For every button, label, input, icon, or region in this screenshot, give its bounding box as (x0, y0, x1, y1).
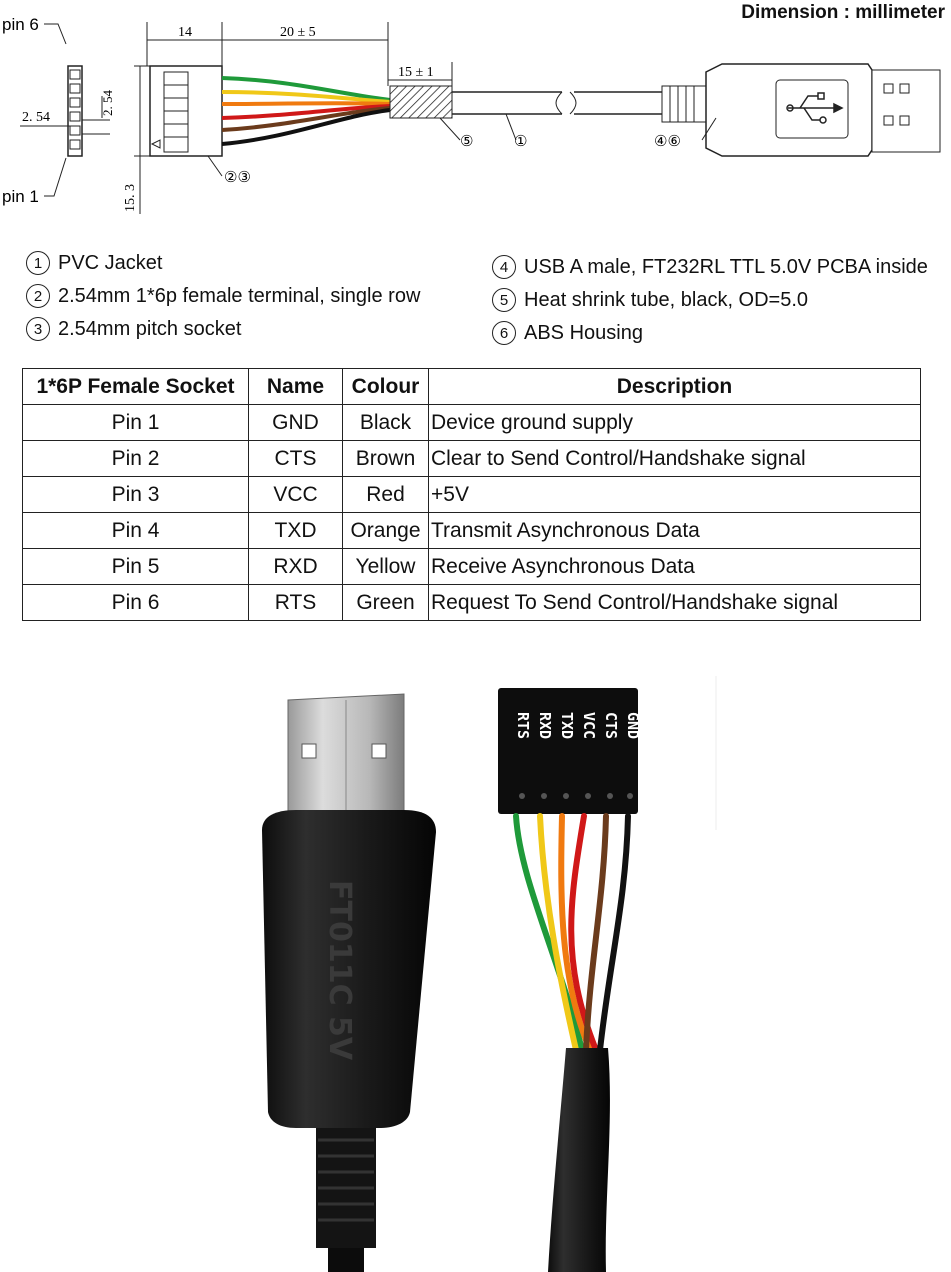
name-cell: RXD (249, 549, 343, 585)
shrink-length-dim: 15 ± 1 (398, 65, 434, 80)
legend-number: 6 (492, 321, 516, 345)
socket-photo (498, 688, 642, 1272)
legend-text: Heat shrink tube, black, OD=5.0 (524, 288, 809, 311)
table-row (23, 441, 921, 477)
column-header: 1*6P Female Socket (23, 369, 249, 405)
legend-item (26, 284, 420, 308)
table-row (23, 549, 921, 585)
description-cell: Request To Send Control/Handshake signal (429, 585, 921, 621)
table-header-row (23, 369, 921, 405)
legend-item (492, 255, 928, 279)
column-header: Description (429, 369, 921, 405)
table-row (23, 477, 921, 513)
pin-cell: Pin 1 (23, 405, 249, 441)
pitch-dim-right: 2. 54 (100, 90, 115, 116)
legend-text: 2.54mm pitch socket (58, 317, 242, 340)
socket-label-gnd: GND (624, 712, 642, 740)
description-cell: Receive Asynchronous Data (429, 549, 921, 585)
pin-cell: Pin 6 (23, 585, 249, 621)
legend-text: ABS Housing (524, 321, 643, 344)
name-cell: RTS (249, 585, 343, 621)
colour-cell: Green (343, 585, 429, 621)
legend-number: 2 (26, 284, 50, 308)
callout-socket: ②③ (224, 168, 251, 186)
pin-cell: Pin 3 (23, 477, 249, 513)
dimension-note: Dimension : millimeter (741, 2, 945, 23)
legend-text: PVC Jacket (58, 251, 163, 274)
description-cell: Device ground supply (429, 405, 921, 441)
legend-number: 1 (26, 251, 50, 275)
socket-label-vcc: VCC (580, 712, 598, 740)
legend-number: 5 (492, 288, 516, 312)
usb-embossed-text: FT011C 5V (322, 880, 357, 1061)
callout-jacket: ① (514, 132, 528, 150)
parts-legend (0, 0, 951, 360)
legend-number: 4 (492, 255, 516, 279)
name-cell: TXD (249, 513, 343, 549)
pin-cell: Pin 2 (23, 441, 249, 477)
legend-item (26, 251, 162, 275)
column-header: Name (249, 369, 343, 405)
usb-plug-photo (262, 694, 436, 1272)
product-photo (0, 660, 951, 1272)
name-cell: VCC (249, 477, 343, 513)
socket-label-cts: CTS (602, 712, 620, 740)
pitch-dim-left: 2. 54 (22, 110, 50, 125)
name-cell: CTS (249, 441, 343, 477)
table-row (23, 405, 921, 441)
legend-text: 2.54mm 1*6p female terminal, single row (58, 284, 421, 307)
colour-cell: Yellow (343, 549, 429, 585)
name-cell: GND (249, 405, 343, 441)
socket-label-rts: RTS (514, 712, 532, 740)
socket-label-txd: TXD (558, 712, 576, 740)
callout-usb: ④⑥ (654, 132, 681, 150)
wire-length-dim: 20 ± 5 (280, 25, 316, 40)
colour-cell: Black (343, 405, 429, 441)
pin6-label: pin 6 (2, 15, 39, 34)
pin-cell: Pin 5 (23, 549, 249, 585)
description-cell: +5V (429, 477, 921, 513)
pin-table (22, 368, 921, 621)
description-cell: Clear to Send Control/Handshake signal (429, 441, 921, 477)
height-dim: 15. 3 (123, 184, 138, 212)
table-row (23, 585, 921, 621)
colour-cell: Red (343, 477, 429, 513)
colour-cell: Brown (343, 441, 429, 477)
socket-label-rxd: RXD (536, 712, 554, 740)
header-length-dim: 14 (178, 25, 192, 40)
table-row (23, 513, 921, 549)
callout-shrink: ⑤ (460, 132, 474, 150)
description-cell: Transmit Asynchronous Data (429, 513, 921, 549)
legend-number: 3 (26, 317, 50, 341)
pin1-label: pin 1 (2, 187, 39, 206)
legend-text: USB A male, FT232RL TTL 5.0V PCBA inside (524, 255, 928, 278)
column-header: Colour (343, 369, 429, 405)
legend-item (492, 288, 808, 312)
pin-cell: Pin 4 (23, 513, 249, 549)
legend-item (26, 317, 241, 341)
colour-cell: Orange (343, 513, 429, 549)
legend-item (492, 321, 643, 345)
